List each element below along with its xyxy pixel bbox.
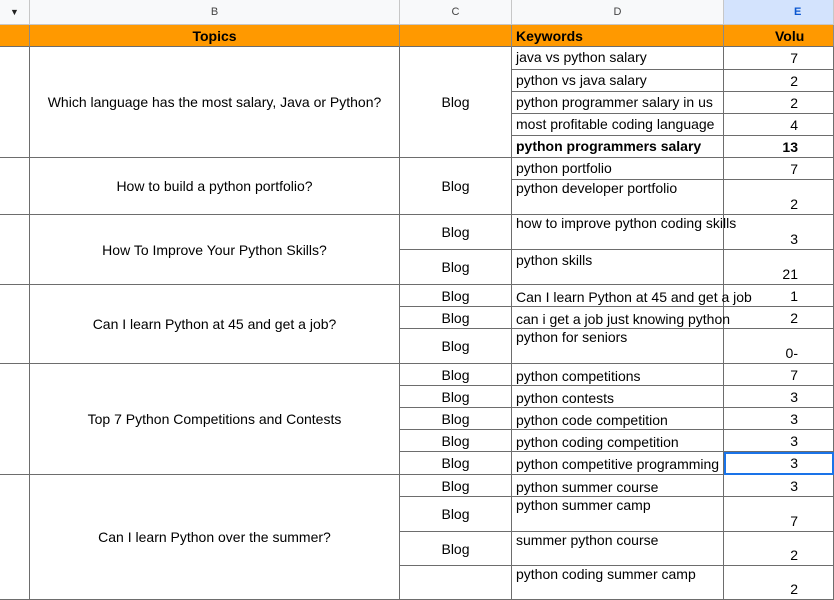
keyword-cell[interactable]: python portfolio bbox=[512, 158, 724, 180]
volume-value: 1 bbox=[790, 288, 798, 304]
type-cell[interactable]: Blog bbox=[400, 386, 512, 408]
volume-cell[interactable] bbox=[724, 497, 834, 532]
keyword-cell[interactable]: python code competition bbox=[512, 408, 724, 430]
keyword-cell[interactable]: python programmers salary bbox=[512, 136, 724, 158]
volume-cell-selected[interactable] bbox=[724, 452, 834, 475]
column-header-d[interactable]: D bbox=[512, 0, 724, 25]
volume-cell[interactable] bbox=[724, 408, 834, 430]
volume-cell[interactable] bbox=[724, 532, 834, 566]
cell-a-group-6[interactable] bbox=[0, 475, 30, 600]
topic-cell[interactable]: How to build a python portfolio? bbox=[30, 158, 400, 215]
keyword-cell[interactable]: python skills bbox=[512, 250, 724, 285]
type-cell[interactable]: Blog bbox=[400, 158, 512, 215]
volume-value: 0- bbox=[785, 345, 798, 361]
volume-cell[interactable] bbox=[724, 158, 834, 180]
volume-value: 7 bbox=[790, 513, 798, 529]
type-cell[interactable]: Blog bbox=[400, 364, 512, 386]
header-volume[interactable]: Volu bbox=[724, 25, 834, 47]
header-topics[interactable]: Topics bbox=[30, 25, 400, 47]
volume-value: 2 bbox=[790, 310, 798, 326]
keyword-cell[interactable]: python summer camp bbox=[512, 497, 724, 532]
type-cell[interactable]: Blog bbox=[400, 215, 512, 250]
type-cell[interactable]: Blog bbox=[400, 285, 512, 307]
keyword-cell[interactable]: most profitable coding language bbox=[512, 114, 724, 136]
keyword-cell[interactable]: python for seniors bbox=[512, 329, 724, 364]
keyword-cell[interactable]: java vs python salary bbox=[512, 47, 724, 70]
type-cell[interactable]: Blog bbox=[400, 532, 512, 566]
volume-value: 3 bbox=[790, 455, 798, 471]
volume-value: 7 bbox=[790, 161, 798, 177]
volume-value: 4 bbox=[790, 117, 798, 133]
topic-cell[interactable]: How To Improve Your Python Skills? bbox=[30, 215, 400, 285]
type-cell[interactable]: Blog bbox=[400, 430, 512, 452]
volume-value: 13 bbox=[782, 139, 798, 155]
volume-value: 7 bbox=[790, 367, 798, 383]
volume-cell[interactable] bbox=[724, 92, 834, 114]
volume-cell[interactable] bbox=[724, 47, 834, 70]
keyword-cell[interactable]: python coding summer camp bbox=[512, 566, 724, 600]
column-header-c[interactable]: C bbox=[400, 0, 512, 25]
cell-a-group-4[interactable] bbox=[0, 285, 30, 364]
type-cell[interactable]: Blog bbox=[400, 408, 512, 430]
keyword-cell[interactable]: python developer portfolio bbox=[512, 180, 724, 215]
cell-a-group-1[interactable] bbox=[0, 47, 30, 158]
keyword-cell[interactable]: can i get a job just knowing python bbox=[512, 307, 724, 329]
volume-value: 2 bbox=[790, 73, 798, 89]
type-cell[interactable]: Blog bbox=[400, 475, 512, 497]
volume-cell[interactable] bbox=[724, 475, 834, 497]
column-header-e[interactable]: E bbox=[724, 0, 834, 25]
cell-a-group-2[interactable] bbox=[0, 158, 30, 215]
topic-cell[interactable]: Which language has the most salary, Java or Python? bbox=[30, 47, 400, 158]
header-cell-a[interactable] bbox=[0, 25, 30, 47]
volume-cell[interactable] bbox=[724, 250, 834, 285]
type-cell[interactable] bbox=[400, 566, 512, 600]
volume-value: 2 bbox=[790, 95, 798, 111]
column-header-b[interactable]: B bbox=[30, 0, 400, 25]
volume-value: 2 bbox=[790, 581, 798, 597]
volume-value: 3 bbox=[790, 389, 798, 405]
volume-value: 2 bbox=[790, 547, 798, 563]
keyword-cell[interactable]: python coding competition bbox=[512, 430, 724, 452]
volume-cell[interactable] bbox=[724, 566, 834, 600]
volume-cell[interactable] bbox=[724, 430, 834, 452]
volume-cell[interactable] bbox=[724, 136, 834, 158]
volume-value: 7 bbox=[790, 50, 798, 66]
keyword-cell[interactable]: Can I learn Python at 45 and get a job bbox=[512, 285, 724, 307]
keyword-cell[interactable]: how to improve python coding skills bbox=[512, 215, 724, 250]
keyword-cell[interactable]: python contests bbox=[512, 386, 724, 408]
volume-cell[interactable] bbox=[724, 114, 834, 136]
header-type[interactable] bbox=[400, 25, 512, 47]
type-cell[interactable]: Blog bbox=[400, 47, 512, 158]
dropdown-triangle-icon: ▼ bbox=[10, 7, 19, 17]
volume-value: 21 bbox=[782, 266, 798, 282]
header-keywords[interactable]: Keywords bbox=[512, 25, 724, 47]
volume-cell[interactable] bbox=[724, 307, 834, 329]
keyword-cell[interactable]: python programmer salary in us bbox=[512, 92, 724, 114]
volume-cell[interactable] bbox=[724, 180, 834, 215]
keyword-cell[interactable]: python competitions bbox=[512, 364, 724, 386]
topic-cell[interactable]: Can I learn Python over the summer? bbox=[30, 475, 400, 600]
type-cell[interactable]: Blog bbox=[400, 250, 512, 285]
keyword-cell[interactable]: python competitive programming bbox=[512, 452, 724, 475]
cell-a-group-3[interactable] bbox=[0, 215, 30, 285]
keyword-cell[interactable]: python summer course bbox=[512, 475, 724, 497]
topic-cell[interactable]: Top 7 Python Competitions and Contests bbox=[30, 364, 400, 475]
select-all-corner[interactable] bbox=[0, 0, 30, 25]
volume-cell[interactable] bbox=[724, 70, 834, 92]
volume-value: 3 bbox=[790, 411, 798, 427]
volume-value: 3 bbox=[790, 433, 798, 449]
volume-value: 2 bbox=[790, 196, 798, 212]
volume-cell[interactable] bbox=[724, 285, 834, 307]
type-cell[interactable]: Blog bbox=[400, 307, 512, 329]
cell-a-group-5[interactable] bbox=[0, 364, 30, 475]
volume-value: 3 bbox=[790, 478, 798, 494]
type-cell[interactable]: Blog bbox=[400, 329, 512, 364]
keyword-cell[interactable]: python vs java salary bbox=[512, 70, 724, 92]
volume-value: 3 bbox=[790, 231, 798, 247]
volume-cell[interactable] bbox=[724, 364, 834, 386]
type-cell[interactable]: Blog bbox=[400, 497, 512, 532]
topic-cell[interactable]: Can I learn Python at 45 and get a job? bbox=[30, 285, 400, 364]
volume-cell[interactable] bbox=[724, 215, 834, 250]
volume-cell[interactable] bbox=[724, 386, 834, 408]
keyword-cell[interactable]: summer python course bbox=[512, 532, 724, 566]
type-cell[interactable]: Blog bbox=[400, 452, 512, 475]
volume-cell[interactable] bbox=[724, 329, 834, 364]
